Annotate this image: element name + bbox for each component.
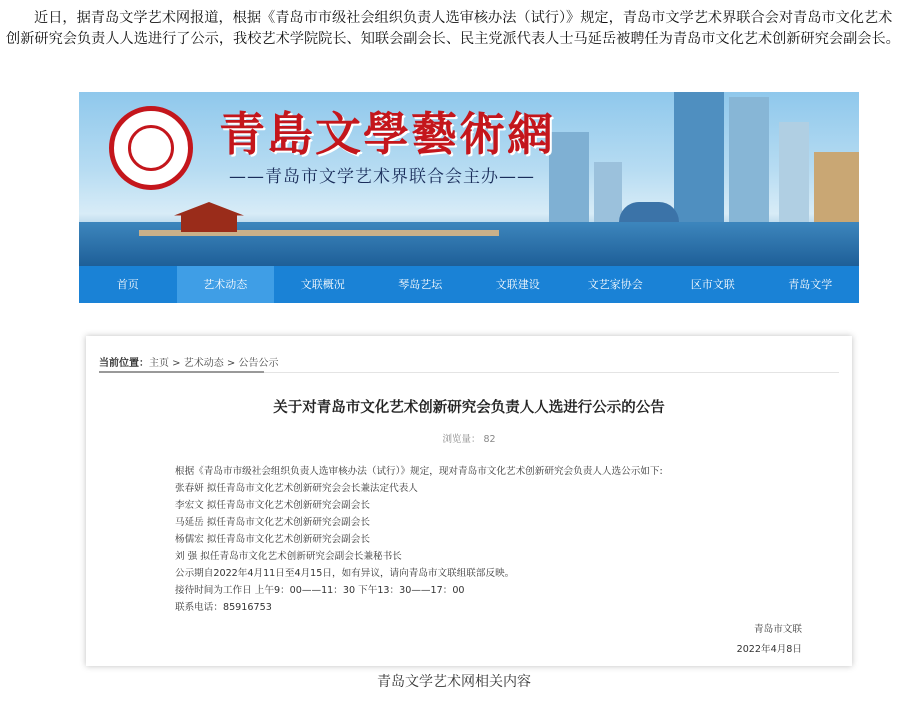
nav-item-associations[interactable]: 文艺家协会 (587, 278, 643, 291)
article-line: 刘 强 拟任青岛市文化艺术创新研究会副会长兼秘书长 (175, 551, 402, 562)
site-title[interactable]: 青島文學藝術網 (219, 107, 555, 161)
article-line: 张春妍 拟任青岛市文化艺术创新研究会会长兼法定代表人 (175, 483, 418, 494)
publish-date: 2022年4月8日 (736, 644, 802, 655)
article-line: 接待时间为工作日 上午9：00——11：30 下午13：30——17：00 (175, 585, 465, 596)
article-line: 李宏文 拟任青岛市文化艺术创新研究会副会长 (175, 500, 370, 511)
pavilion (174, 202, 244, 232)
nav-item-construction[interactable]: 文联建设 (495, 278, 540, 291)
seal-inner-ring (128, 125, 174, 171)
article-title: 关于对青岛市文化艺术创新研究会负责人人选进行公示的公告 (273, 400, 665, 416)
building (549, 132, 589, 222)
image-caption: 青岛文学艺术网相关内容 (377, 674, 531, 690)
breadcrumb-path[interactable]: 主页 > 艺术动态 > 公告公示 (149, 358, 279, 369)
main-nav (79, 266, 859, 303)
nav-item-about[interactable]: 文联概况 (300, 278, 345, 291)
nav-item-art-news[interactable]: 艺术动态 (177, 266, 275, 303)
signer: 青岛市文联 (754, 624, 802, 635)
dome-building (619, 202, 679, 222)
breadcrumb (99, 354, 278, 369)
article-line: 杨儒宏 拟任青岛市文化艺术创新研究会副会长 (175, 534, 370, 545)
article-line: 公示期自2022年4月11日至4月15日，如有异议，请向青岛市文联组联部反映。 (175, 568, 515, 579)
view-count: 浏览量： 82 (442, 434, 496, 445)
intro-paragraph: 近日，据青岛文学艺术网报道，根据《青岛市市级社会组织负责人选审核办法（试行）》规定，青岛市文学艺术界联合会对青岛市文化艺术创新研究会负责人人选进行了公示，我校艺术学院院长、知联会副会长、民主党派代表人士马延岳被聘任为青岛市文化艺术创新研究会副会长。 (6, 10, 900, 47)
building (779, 122, 809, 222)
site-banner (79, 92, 859, 266)
article-line: 马延岳 拟任青岛市文化艺术创新研究会副会长 (175, 517, 370, 528)
article-body (175, 463, 815, 616)
site-subtitle: ——青岛市文学艺术界联合会主办—— (229, 167, 535, 187)
signature-block (737, 620, 802, 660)
article-card (86, 336, 852, 666)
building (594, 162, 622, 222)
logo-icon[interactable] (109, 106, 193, 190)
breadcrumb-label: 当前位置： (99, 358, 149, 369)
nav-item-district[interactable]: 区市文联 (690, 278, 735, 291)
nav-item-forum[interactable]: 琴岛艺坛 (398, 278, 443, 291)
nav-item-literature[interactable]: 青岛文学 (788, 278, 833, 291)
divider (99, 372, 839, 373)
building (814, 152, 859, 222)
article-line: 联系电话：85916753 (175, 602, 272, 613)
nav-item-home[interactable]: 首页 (116, 278, 139, 291)
article-line: 根据《青岛市市级社会组织负责人选审核办法（试行）》规定，现对青岛市文化艺术创新研究会负责人人选公示如下: (175, 466, 663, 477)
building (674, 92, 724, 222)
building (729, 97, 769, 222)
